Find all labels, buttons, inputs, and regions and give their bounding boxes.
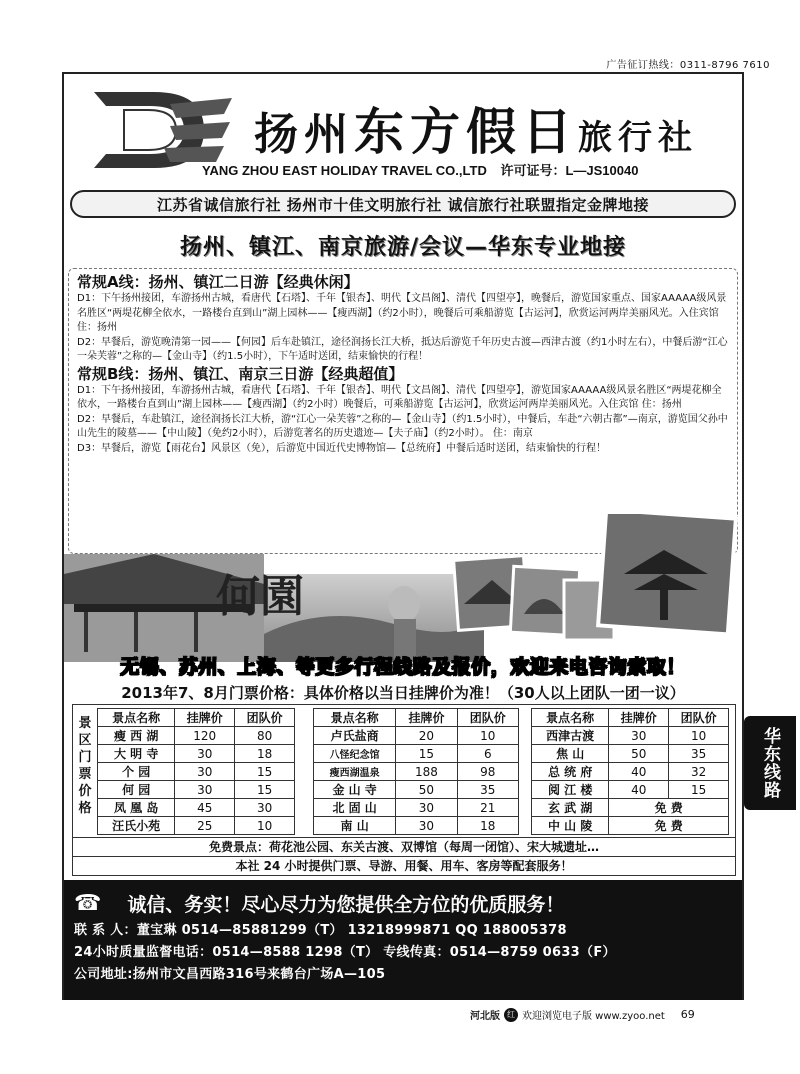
sight-name: 中 山 陵 [532, 817, 609, 835]
route-b-title: 常规B线：扬州、镇江、南京三日游【经典超值】 [77, 364, 404, 383]
group-price: 21 [457, 799, 518, 817]
list-price: 30 [175, 745, 235, 763]
ticket-table-col2 [313, 708, 519, 835]
slogan-row [74, 886, 732, 920]
honors-banner: 江苏省诚信旅行社 扬州市十佳文明旅行社 诚信旅行社联盟指定金牌地接 [70, 190, 736, 218]
free-price: 免 费 [609, 817, 729, 835]
route-a-day-2: D2：早餐后，游览晚清第一园——【何园】后车赴镇江，途径润扬长江大桥，抵达后游览千年历史古渡—西津古渡（约1小时左右），中餐后游“江心一朵芙蓉”之称的—【金山寺】（约1.5小时），下午适时送团，结束愉快的行程！ [77, 336, 728, 362]
header-name: 景点名称 [532, 709, 609, 727]
license-number: 许可证号：L—JS10040 [500, 163, 639, 178]
service-note: 本社 24 小时提供门票、导游、用餐、用车、客房等配套服务！ [73, 856, 735, 875]
brand-part3: 旅行社 [578, 118, 698, 158]
itinerary-box [68, 268, 738, 554]
route-a-day-1: D1：下午扬州接团，车游扬州古城，看唐代【石塔】、千年【银杏】、明代【文昌阁】、清代【四望亭】，晚餐后，游览国家重点、国家AAAAA级风景名胜区“两堤花柳全依水，一路楼台直到山”湖上园林——【瘦西湖】（约2小时），晚餐后可乘船游览【古运河】，欣赏运河两岸美丽风光。入住宾馆 住：扬州 [77, 293, 727, 333]
edition-label: 河北版 [470, 1011, 500, 1022]
route-b-day-3: D3：早餐后，游览【雨花台】风景区（免），后游览中国近代史博物馆—【总统府】中餐后适时送团，结束愉快的行程！ [77, 442, 607, 454]
group-price: 10 [235, 817, 295, 835]
sight-name: 焦 山 [532, 745, 609, 763]
table-row [532, 781, 729, 799]
group-price: 18 [457, 817, 518, 835]
he-garden-caption: 何園 [216, 571, 304, 622]
list-price: 50 [609, 745, 669, 763]
group-price: 18 [235, 745, 295, 763]
group-price: 6 [457, 745, 518, 763]
table-row [314, 763, 519, 781]
header-group-price: 团队价 [457, 709, 518, 727]
ticket-table-col3 [531, 708, 729, 835]
list-price: 120 [175, 727, 235, 745]
sight-name: 何 园 [98, 781, 175, 799]
table-row [314, 817, 519, 835]
sight-name: 西津古渡 [532, 727, 609, 745]
header-list-price: 挂牌价 [396, 709, 457, 727]
table-row [98, 817, 295, 835]
list-price: 45 [175, 799, 235, 817]
brand-part1: 扬州 [254, 109, 354, 160]
main-title: 扬州、镇江、南京旅游/会议—华东专业地接 [179, 235, 627, 260]
table-row [532, 799, 729, 817]
group-price: 15 [669, 781, 729, 799]
company-address: 公司地址:扬州市文昌西路316号来鹤台广场A—105 [74, 967, 386, 982]
table-row [532, 727, 729, 745]
group-price: 15 [235, 781, 295, 799]
sight-name: 阅 江 楼 [532, 781, 609, 799]
ticket-side-label: 景区门票价格 [78, 716, 92, 816]
table-row [532, 817, 729, 835]
more-routes-banner: 无锡、苏州、上海、等更多行程线路及报价，欢迎来电咨询索取！ [120, 656, 686, 678]
header-group-price: 团队价 [235, 709, 295, 727]
table-row [532, 763, 729, 781]
group-price: 80 [235, 727, 295, 745]
header [64, 74, 742, 184]
sight-name: 总 统 府 [532, 763, 609, 781]
ticket-price-title: 2013年7、8月门票价格：具体价格以当日挂牌价为准！（30人以上团队一团一议） [121, 684, 685, 702]
phone-icon: ☎ [74, 890, 102, 916]
header-name: 景点名称 [314, 709, 396, 727]
section-tab: 华东线路 [744, 716, 796, 810]
sight-name: 金 山 寺 [314, 781, 396, 799]
table-row [98, 763, 295, 781]
brand-name [254, 92, 698, 164]
table-row [314, 727, 519, 745]
page-footer [470, 1007, 695, 1022]
company-en-text: YANG ZHOU EAST HOLIDAY TRAVEL CO.,LTD [202, 163, 487, 178]
group-price: 35 [457, 781, 518, 799]
footer-link-text[interactable]: 欢迎浏览电子版 www.zyoo.net [522, 1011, 665, 1022]
contact-panel [64, 880, 742, 1000]
group-price: 15 [235, 763, 295, 781]
list-price: 40 [609, 763, 669, 781]
table-row [314, 799, 519, 817]
scenery-photo-collage [64, 514, 742, 662]
brand-part2: 东方假日 [354, 102, 578, 161]
list-price: 15 [396, 745, 457, 763]
sight-name: 瘦 西 湖 [98, 727, 175, 745]
company-english-name [202, 160, 638, 179]
header-list-price: 挂牌价 [609, 709, 669, 727]
ad-frame [62, 72, 744, 1000]
ticket-price-table [72, 704, 736, 876]
sight-name: 八怪纪念馆 [314, 745, 396, 763]
page-number: 69 [680, 1008, 695, 1021]
route-a-title: 常规A线：扬州、镇江二日游【经典休闲】 [77, 273, 359, 291]
sight-name: 汪氏小苑 [98, 817, 175, 835]
group-price: 32 [669, 763, 729, 781]
sight-name: 大 明 寺 [98, 745, 175, 763]
list-price: 50 [396, 781, 457, 799]
header-list-price: 挂牌价 [175, 709, 235, 727]
sight-name: 北 固 山 [314, 799, 396, 817]
route-b-day-1: D1：下午扬州接团，车游扬州古城，看唐代【石塔】、千年【银杏】、明代【文昌阁】、清代【四望亭】，游览国家AAAAA级风景名胜区“两堤花柳全依水，一路楼台直到山”湖上园林——【瘦西湖】（约2小时）晚餐后，可乘船游览【古运河】，欣赏运河两岸美丽风光。入住宾馆 住：扬州 [77, 384, 722, 410]
hotline-fax: 24小时质量监督电话：0514—8588 1298（T） 专线传真：0514—8759 0633（F） [74, 945, 616, 960]
slogan-text: 诚信、务实！尽心尽力为您提供全方位的优质服务！ [127, 893, 565, 916]
route-b-day-2: D2：早餐后，车赴镇江，途径润扬长江大桥，游“江心一朵芙蓉”之称的—【金山寺】（约1.5小时），中餐后，车赴“六朝古都”—南京，游览国父孙中山先生的陵墓——【中山陵】（免约2小时），后游览著名的历史遗迹—【夫子庙】（约2小时）。 住：南京 [77, 413, 728, 439]
table-row [532, 745, 729, 763]
group-price: 30 [235, 799, 295, 817]
table-row [98, 727, 295, 745]
header-group-price: 团队价 [669, 709, 729, 727]
group-price: 35 [669, 745, 729, 763]
sight-name: 南 山 [314, 817, 396, 835]
list-price: 30 [396, 817, 457, 835]
sight-name: 个 园 [98, 763, 175, 781]
free-sights: 免费景点：荷花池公园、东关古渡、双博馆（每周一闭馆）、宋大城遗址… [73, 837, 735, 856]
list-price: 30 [175, 763, 235, 781]
list-price: 20 [396, 727, 457, 745]
list-price: 30 [609, 727, 669, 745]
list-price: 30 [396, 799, 457, 817]
list-price: 30 [175, 781, 235, 799]
table-row [314, 781, 519, 799]
group-price: 10 [457, 727, 518, 745]
red-badge-icon: 红 [504, 1008, 518, 1022]
sight-name: 卢氏盐商 [314, 727, 396, 745]
table-row [98, 799, 295, 817]
ad-hotline: 广告征订热线：0311-8796 7610 [606, 60, 770, 71]
table-row [98, 781, 295, 799]
group-price: 98 [457, 763, 518, 781]
table-row [98, 745, 295, 763]
ticket-table-col1 [97, 708, 295, 835]
list-price: 40 [609, 781, 669, 799]
table-row [314, 745, 519, 763]
sight-name: 瘦西湖温泉 [314, 763, 396, 781]
free-price: 免 费 [609, 799, 729, 817]
contact-person: 联 系 人：董宝琳 0514—85881299（T） 13218999871 QQ 188005378 [74, 923, 567, 938]
header-name: 景点名称 [98, 709, 175, 727]
list-price: 25 [175, 817, 235, 835]
sight-name: 玄 武 湖 [532, 799, 609, 817]
sight-name: 凤 凰 岛 [98, 799, 175, 817]
list-price: 188 [396, 763, 457, 781]
group-price: 10 [669, 727, 729, 745]
